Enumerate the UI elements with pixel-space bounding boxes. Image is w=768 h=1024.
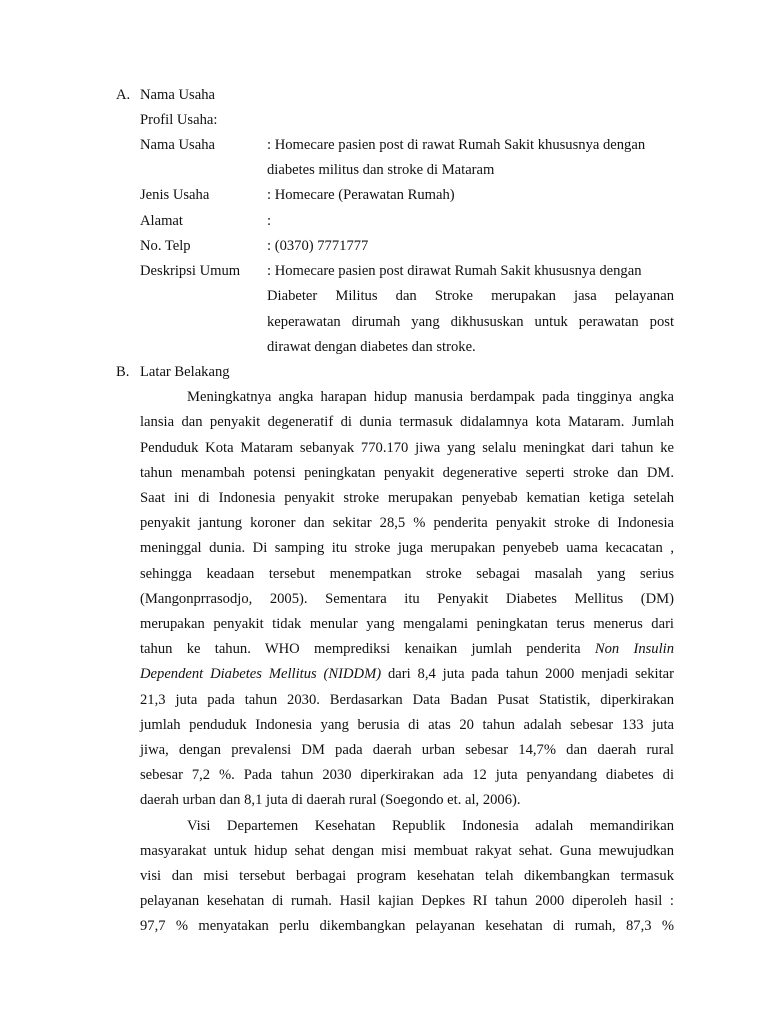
paragraph-line: jiwa, dengan prevalensi DM pada daerah urban sebesar 14,7% dan daerah rural	[140, 742, 674, 758]
paragraph-line: jumlah penduduk Indonesia yang berusia di atas 20 tahun adalah sebesar 133 juta	[140, 717, 674, 733]
paragraph-line: visi dan misi tersebut berbagai program kesehatan telah dikembangkan termasuk	[140, 868, 674, 884]
profile-label: Profil Usaha:	[140, 112, 218, 128]
paragraph-line: 21,3 juta pada tahun 2030. Berdasarkan Data Badan Pusat Statistik, diperkirakan	[140, 692, 674, 708]
paragraph-line: lansia dan penyakit degeneratif di dunia termasuk didalamnya kota Mataram. Jumlah	[140, 414, 674, 430]
paragraph-line: Saat ini di Indonesia penyakit stroke merupakan penyebab kematian ketiga setelah	[140, 490, 674, 506]
paragraph-line-mixed	[140, 662, 674, 687]
paragraph-line: pelayanan kesehatan di rumah. Hasil kajian Depkes RI tahun 2000 diperoleh hasil :	[140, 893, 674, 909]
paragraph-text: tahun ke tahun. WHO memprediksi kenaikan jumlah penderita	[140, 641, 595, 657]
paragraph-italic-text: Dependent Diabetes Mellitus (NIDDM)	[140, 666, 382, 682]
field-value-deskripsi-line3: keperawatan dirumah yang dikhususkan untuk perawatan post	[267, 314, 674, 330]
section-b-marker: B.	[116, 364, 130, 380]
paragraph-line: meninggal dunia. Di samping itu stroke juga merupakan penyebeb uama kecacatan ,	[140, 540, 674, 556]
field-value-alamat: :	[267, 213, 272, 229]
paragraph-line: (Mangonprrasodjo, 2005). Sementara itu Penyakit Diabetes Mellitus (DM)	[140, 591, 674, 607]
paragraph-line: daerah urban dan 8,1 juta di daerah rural (Soegondo et. al, 2006).	[140, 792, 521, 808]
paragraph-line: penyakit jantung koroner dan sekitar 28,5 % penderita penyakit stroke di Indonesia	[140, 515, 674, 531]
field-label-jenis-usaha: Jenis Usaha	[140, 187, 210, 203]
paragraph-line: Penduduk Kota Mataram sebanyak 770.170 jiwa yang selalu meningkat dari tahun ke	[140, 440, 674, 456]
paragraph-line: Meningkatnya angka harapan hidup manusia berdampak pada tingginya angka	[187, 389, 674, 405]
field-label-no-telp: No. Telp	[140, 238, 191, 254]
field-label-nama-usaha: Nama Usaha	[140, 137, 215, 153]
field-label-deskripsi-umum: Deskripsi Umum	[140, 263, 241, 279]
paragraph-line: sebesar 7,2 %. Pada tahun 2030 diperkirakan ada 12 juta penyandang diabetes di	[140, 767, 674, 783]
section-b-heading: Latar Belakang	[140, 364, 230, 380]
paragraph-line: tahun menambah potensi peningkatan penyakit degenerative seperti stroke dan DM.	[140, 465, 674, 481]
paragraph-text: dari 8,4 juta pada tahun 2000 menjadi sekitar	[381, 666, 674, 682]
field-value-deskripsi-line1: : Homecare pasien post dirawat Rumah Sakit khususnya dengan	[267, 263, 642, 279]
paragraph-line: sehingga keadaan tersebut menempatkan stroke sebagai masalah yang serius	[140, 566, 674, 582]
field-value-deskripsi-line2: Diabeter Militus dan Stroke merupakan jasa pelayanan	[267, 288, 674, 304]
section-a-marker: A.	[116, 87, 131, 103]
paragraph-line-mixed	[140, 637, 674, 662]
paragraph-line: masyarakat untuk hidup sehat dengan misi membuat rakyat sehat. Guna mewujudkan	[140, 843, 674, 859]
paragraph-line: merupakan penyakit tidak menular yang mengalami peningkatan terus menerus dari	[140, 616, 674, 632]
paragraph-line: Visi Departemen Kesehatan Republik Indonesia adalah memandirikan	[187, 818, 674, 834]
paragraph-italic-text: Non Insulin	[594, 641, 674, 657]
field-value-deskripsi-line4: dirawat dengan diabetes dan stroke.	[267, 339, 476, 355]
field-value-jenis-usaha: : Homecare (Perawatan Rumah)	[267, 187, 455, 203]
field-value-nama-usaha-line2: diabetes militus dan stroke di Mataram	[267, 162, 495, 178]
paragraph-line: 97,7 % menyatakan perlu dikembangkan pelayanan kesehatan di rumah, 87,3 %	[140, 918, 674, 934]
field-label-alamat: Alamat	[140, 213, 183, 229]
section-a-heading: Nama Usaha	[140, 87, 215, 103]
field-value-nama-usaha-line1: : Homecare pasien post di rawat Rumah Sakit khususnya dengan	[267, 137, 646, 153]
field-value-no-telp: : (0370) 7771777	[267, 238, 369, 254]
